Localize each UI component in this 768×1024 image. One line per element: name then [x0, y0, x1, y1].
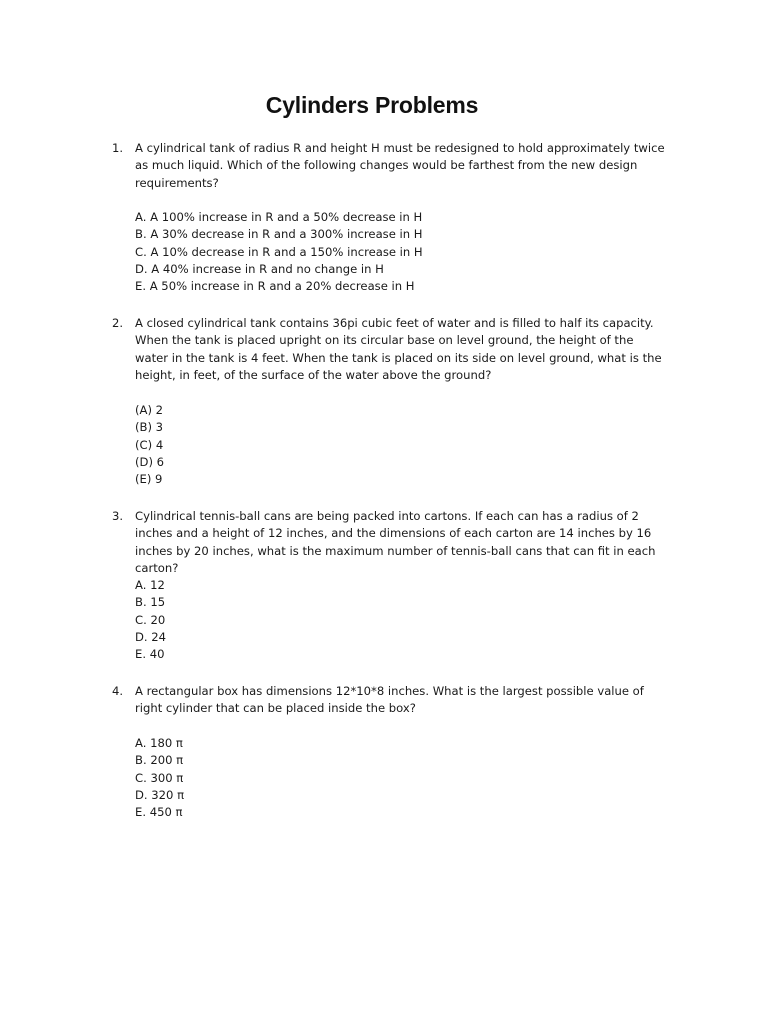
answer-option: C. 300 π [135, 770, 184, 785]
answer-option: (E) 9 [135, 472, 163, 487]
question-text: Cylindrical tennis-ball cans are being packed into cartons. If each can has a radius of 2 inches and a height of 12 inches, and the dimensions of each carton are 14 inches by 16 inches by 20 inches, what is the maximum number of tennis-ball cans that can fit in each carton? [135, 509, 656, 575]
question-number: 3. [112, 509, 124, 523]
answer-option: D. 320 π [135, 787, 185, 802]
answer-options [135, 402, 535, 488]
answer-option: (C) 4 [135, 437, 164, 452]
answer-option: (B) 3 [135, 420, 164, 435]
answer-option: B. A 30% decrease in R and a 300% increase in H [135, 227, 423, 242]
answer-option: (D) 6 [135, 454, 165, 469]
answer-option: A. A 100% increase in R and a 50% decrease in H [135, 210, 423, 224]
answer-option: C. A 10% decrease in R and a 150% increase in H [135, 244, 423, 259]
answer-options [135, 209, 535, 295]
answer-option: (A) 2 [135, 403, 164, 417]
question-number: 4. [112, 684, 124, 698]
answer-option: A. 12 [135, 578, 165, 592]
answer-option: B. 15 [135, 595, 166, 610]
question-text: A rectangular box has dimensions 12*10*8 inches. What is the largest possible value of right cylinder that can be placed inside the box? [135, 684, 644, 716]
answer-option: C. 20 [135, 612, 166, 627]
answer-option: B. 200 π [135, 753, 184, 768]
question-text: A cylindrical tank of radius R and height H must be redesigned to hold approximately twice as much liquid. Which of the following changes would be farthest from the new design requirements? [135, 141, 665, 190]
answer-option: D. 24 [135, 629, 167, 644]
answer-options [135, 735, 535, 821]
answer-option: E. A 50% increase in R and a 20% decrease in H [135, 279, 415, 294]
page-title: Cylinders Problems [265, 92, 479, 118]
answer-option: D. A 40% increase in R and no change in H [135, 261, 384, 276]
answer-option: A. 180 π [135, 736, 183, 750]
question-number: 2. [112, 316, 124, 330]
answer-option: E. 40 [135, 647, 165, 662]
question-number: 1. [112, 141, 124, 155]
question-text: A closed cylindrical tank contains 36pi cubic feet of water and is filled to half its capacity. When the tank is placed upright on its circular base on level ground, the height of the water in the tank is 4 feet. When the tank is placed on its side on level ground, what is the height, in feet, of the surface of the water above the ground? [135, 316, 662, 382]
answer-options [135, 577, 535, 663]
answer-option: E. 450 π [135, 805, 183, 820]
